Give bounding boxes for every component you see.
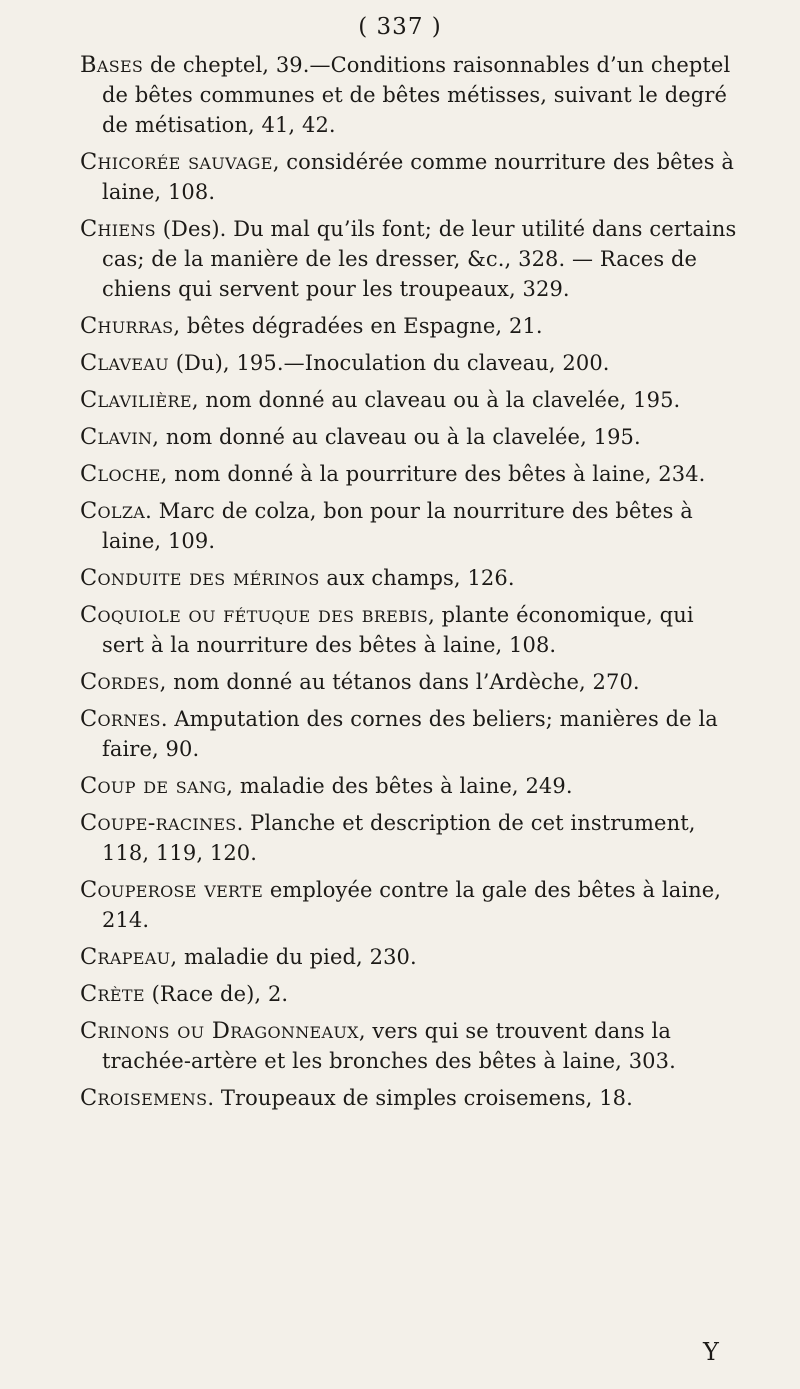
index-entry <box>80 667 740 697</box>
index-entry <box>80 704 740 764</box>
entry-text: , bêtes dégradées en Espagne, 21. <box>173 314 543 338</box>
entry-text: , nom donné à la pourriture des bêtes à laine, 234. <box>160 462 706 486</box>
index-entry <box>80 348 740 378</box>
entry-text: , nom donné au tétanos dans l’Ardèche, 270. <box>159 670 640 694</box>
index-entry <box>80 979 740 1009</box>
index-entry <box>80 496 740 556</box>
index-entry <box>80 875 740 935</box>
entry-text: aux champs, 126. <box>319 566 515 590</box>
entry-heading: Chicorée sauvage <box>80 149 273 175</box>
entry-heading: Bases <box>80 52 144 78</box>
entry-text: , nom donné au claveau ou à la clavelée, 195. <box>152 425 641 449</box>
entry-text: employée contre la gale des bêtes à laine, 214. <box>102 878 722 932</box>
index-entry <box>80 1016 740 1076</box>
entry-text: , considérée comme nourriture des bêtes à laine, 108. <box>102 150 734 204</box>
entry-heading: Coup de sang <box>80 773 227 799</box>
index-entry <box>80 50 740 140</box>
index-entry <box>80 385 740 415</box>
entry-text: , maladie des bêtes à laine, 249. <box>226 774 573 798</box>
entry-text: , nom donné au claveau ou à la clavelée, 195. <box>191 388 681 412</box>
entry-heading: Claveau <box>80 350 169 376</box>
index-entry <box>80 214 740 304</box>
entry-heading: Churras <box>80 313 174 339</box>
entry-heading: Colza <box>80 498 146 524</box>
entry-heading: Cordes <box>80 669 160 695</box>
entry-text: de cheptel, 39.—Conditions raisonnables d’un cheptel de bêtes communes et de bêtes métisses, suivant le degré de métisation, 41, 42. <box>102 53 731 137</box>
entry-text: (Race de), 2. <box>144 982 289 1006</box>
entry-text: (Du), 195.—Inoculation du claveau, 200. <box>168 351 610 375</box>
index-entry <box>80 1083 740 1113</box>
entry-heading: Clavilière <box>80 387 192 413</box>
index-entry <box>80 422 740 452</box>
entry-text: , plante économique, qui sert à la nourriture des bêtes à laine, 108. <box>102 603 694 657</box>
entry-heading: Couperose verte <box>80 877 264 903</box>
entry-text: . Amputation des cornes des beliers; manières de la faire, 90. <box>102 707 718 761</box>
index-entry <box>80 147 740 207</box>
index-entry <box>80 771 740 801</box>
signature-mark: Y <box>703 1338 719 1366</box>
entry-heading: Chiens <box>80 216 156 242</box>
entry-heading: Coupe-racines <box>80 810 237 836</box>
index-entry <box>80 459 740 489</box>
entry-heading: Crinons ou Dragonneaux <box>80 1018 359 1044</box>
entry-heading: Crète <box>80 981 145 1007</box>
page-number: ( 337 ) <box>358 14 442 40</box>
index-entry <box>80 563 740 593</box>
entry-heading: Conduite des mérinos <box>80 565 320 591</box>
index-entries <box>80 50 740 1120</box>
entry-text: . Marc de colza, bon pour la nourriture des bêtes à laine, 109. <box>102 499 693 553</box>
entry-heading: Clavin <box>80 424 153 450</box>
entry-heading: Cornes <box>80 706 161 732</box>
entry-heading: Crapeau <box>80 944 171 970</box>
index-entry <box>80 311 740 341</box>
entry-text: , maladie du pied, 230. <box>170 945 417 969</box>
index-entry <box>80 942 740 972</box>
entry-text: . Troupeaux de simples croisemens, 18. <box>207 1086 633 1110</box>
index-entry <box>80 600 740 660</box>
entry-text: , vers qui se trouvent dans la trachée-artère et les bronches des bêtes à laine, 303. <box>102 1019 676 1073</box>
entry-heading: Coquiole ou fétuque des brebis <box>80 602 429 628</box>
entry-heading: Cloche <box>80 461 161 487</box>
entry-text: . Planche et description de cet instrument, 118, 119, 120. <box>102 811 696 865</box>
index-entry <box>80 808 740 868</box>
entry-heading: Croisemens <box>80 1085 208 1111</box>
entry-text: (Des). Du mal qu’ils font; de leur utilité dans certains cas; de la manière de les dresser, &c., 328. — Races de chiens qui servent pour les troupeaux, 329. <box>102 217 737 301</box>
